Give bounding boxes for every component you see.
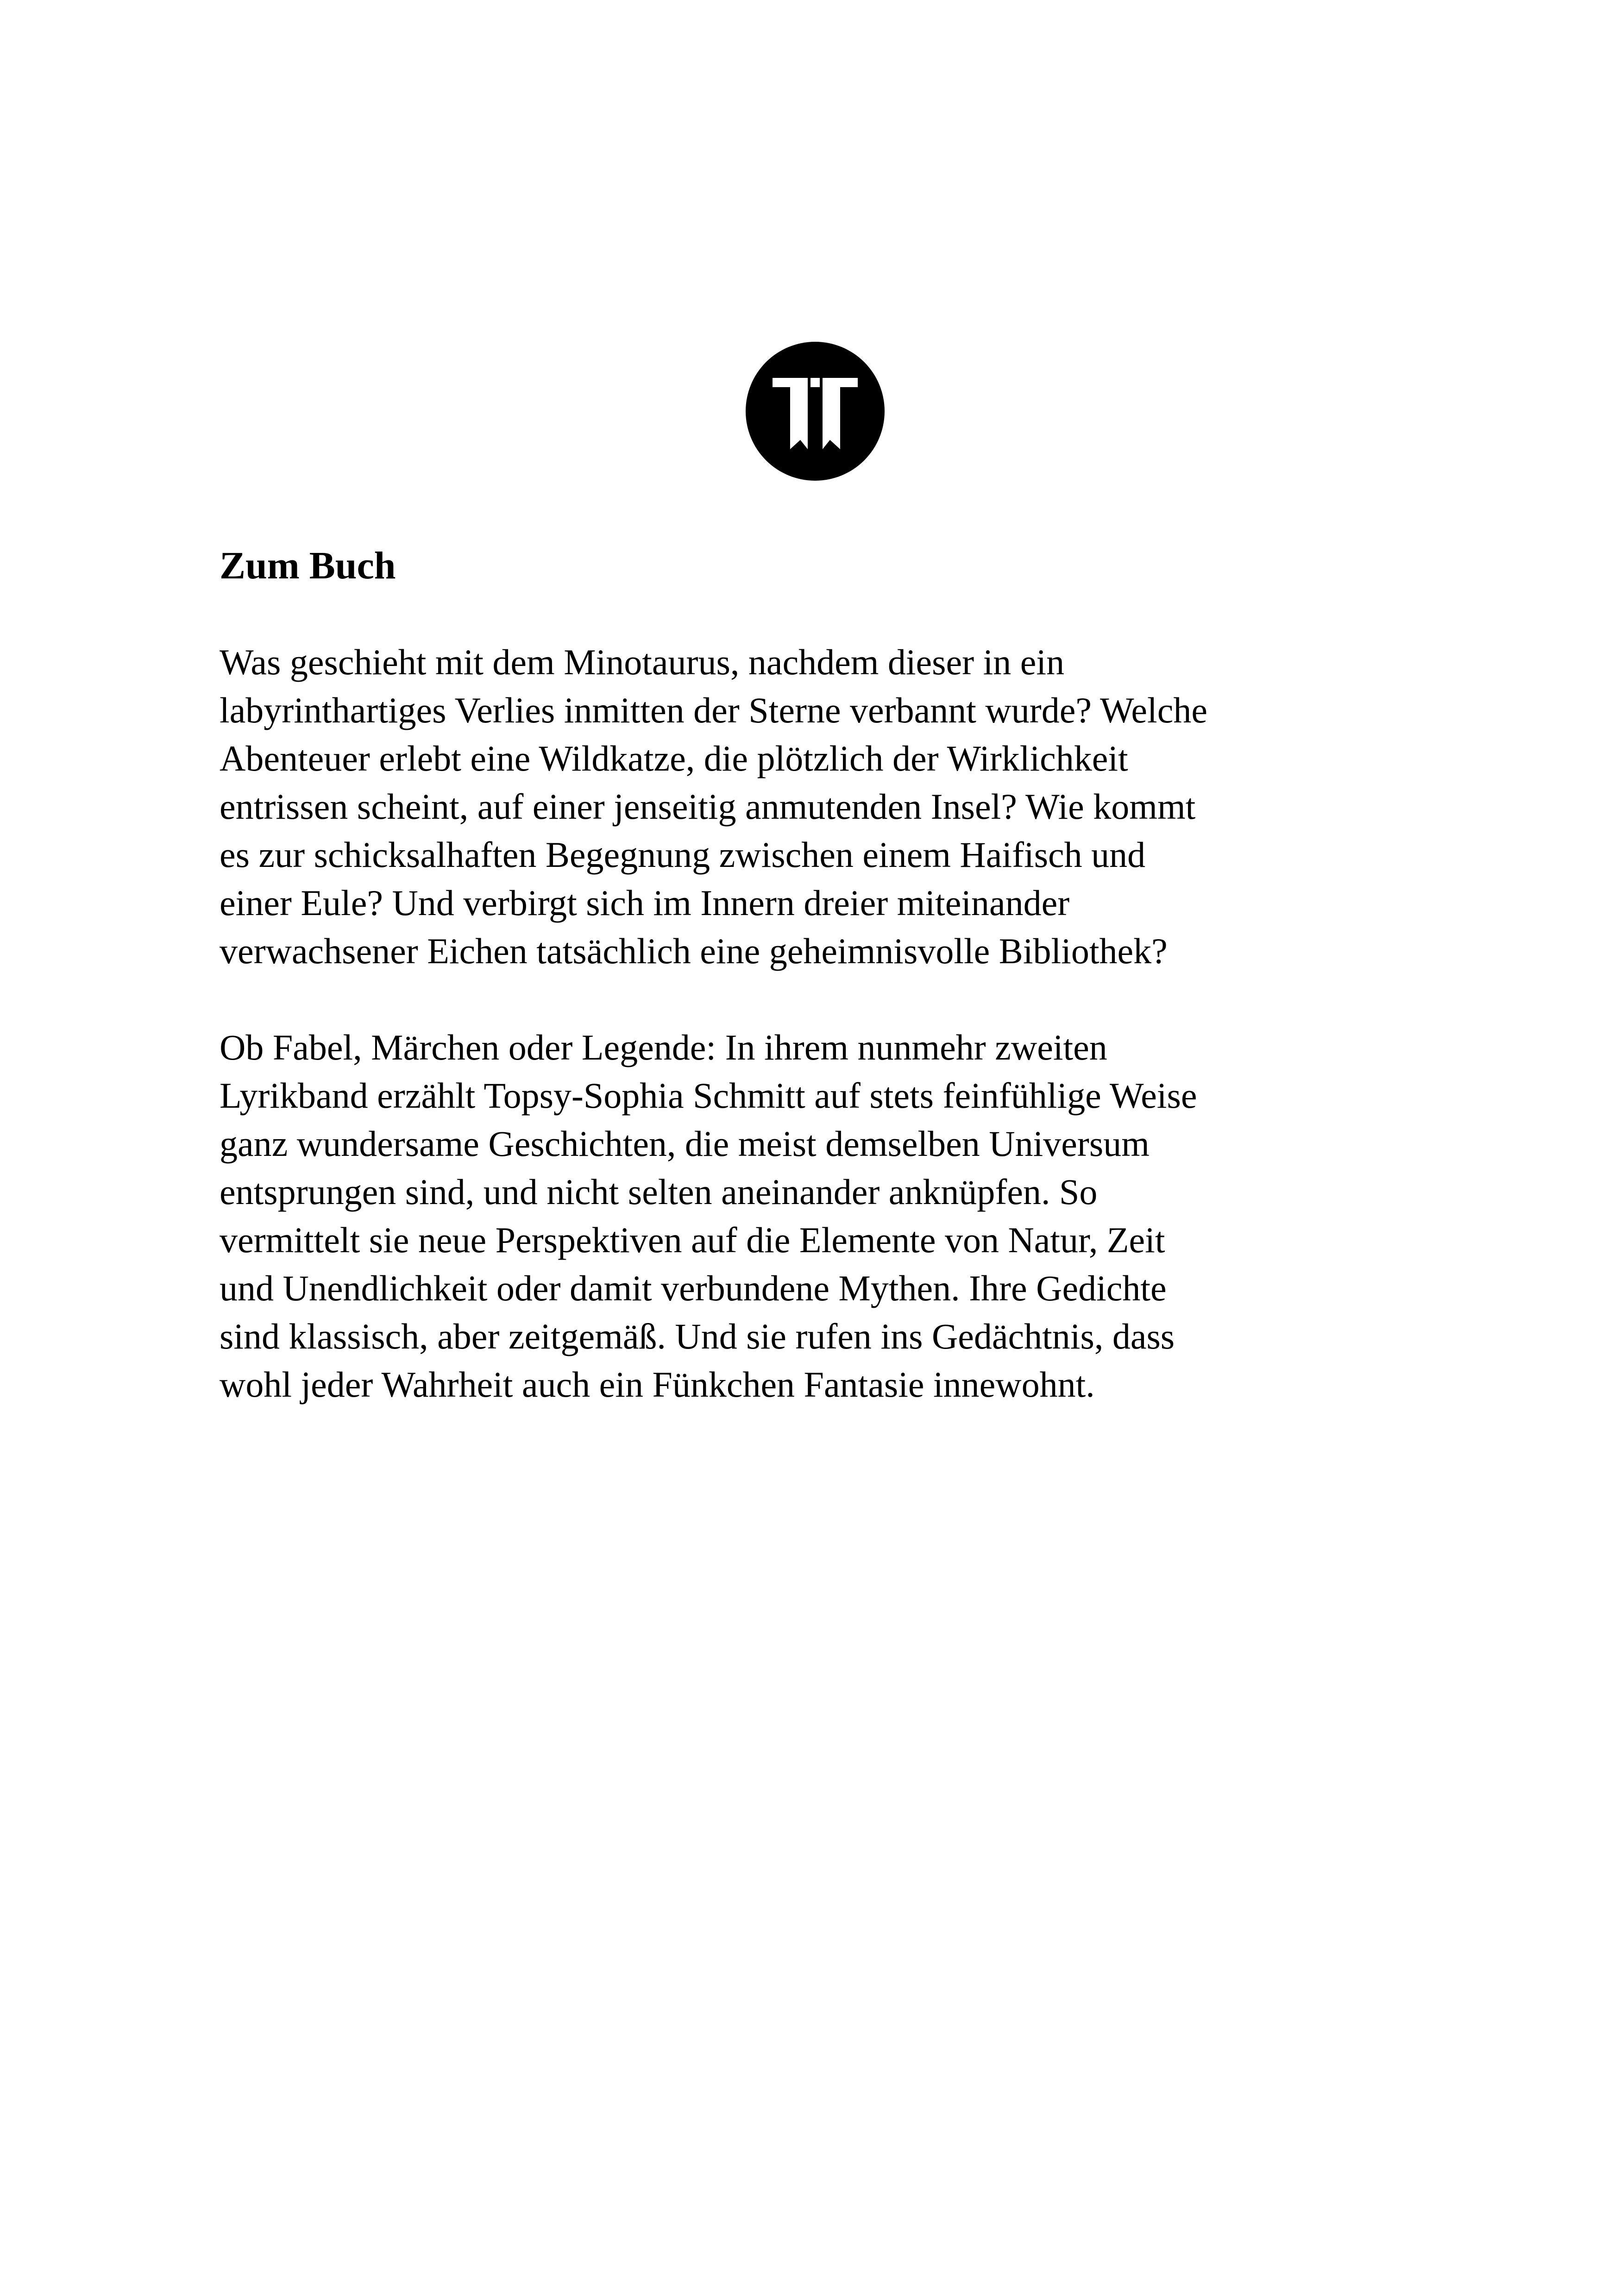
text-line: ganz wundersame Geschichten, die meist demselben Universum [220, 1123, 1150, 1164]
text-line: entsprungen sind, und nicht selten aneinander anknüpfen. So [220, 1172, 1098, 1212]
text-line: einer Eule? Und verbirgt sich im Innern dreier miteinander [220, 883, 1070, 923]
text-line: und Unendlichkeit oder damit verbundene Mythen. Ihre Gedichte [220, 1268, 1167, 1308]
paragraph-2 [220, 1023, 1470, 1409]
text-line: Was geschieht mit dem Minotaurus, nachdem dieser in ein [220, 642, 1065, 682]
book-description [220, 542, 1470, 1409]
text-line: Lyrikband erzählt Topsy-Sophia Schmitt auf stets feinfühlige Weise [220, 1075, 1197, 1116]
text-line: wohl jeder Wahrheit auch ein Fünkchen Fantasie innewohnt. [220, 1364, 1095, 1405]
text-line: es zur schicksalhaften Begegnung zwischen einem Haifisch und [220, 834, 1146, 875]
text-line: sind klassisch, aber zeitgemäß. Und sie rufen ins Gedächtnis, dass [220, 1316, 1175, 1356]
text-line: entrissen scheint, auf einer jenseitig anmutenden Insel? Wie kommt [220, 786, 1196, 827]
paragraph-1 [220, 638, 1470, 975]
text-line: vermittelt sie neue Perspektiven auf die Elemente von Natur, Zeit [220, 1220, 1165, 1260]
text-line: labyrinthartiges Verlies inmitten der Sterne verbannt wurde? Welche [220, 690, 1207, 730]
spacer [220, 975, 1470, 1023]
text-line: verwachsener Eichen tatsächlich eine geheimnisvolle Bibliothek? [220, 931, 1168, 971]
text-line: Ob Fabel, Märchen oder Legende: In ihrem nunmehr zweiten [220, 1027, 1107, 1067]
spacer [220, 590, 1470, 638]
text-line: Abenteuer erlebt eine Wildkatze, die plötzlich der Wirklichkeit [220, 738, 1128, 778]
section-heading: Zum Buch [220, 544, 396, 587]
publisher-logo-icon [746, 342, 885, 481]
